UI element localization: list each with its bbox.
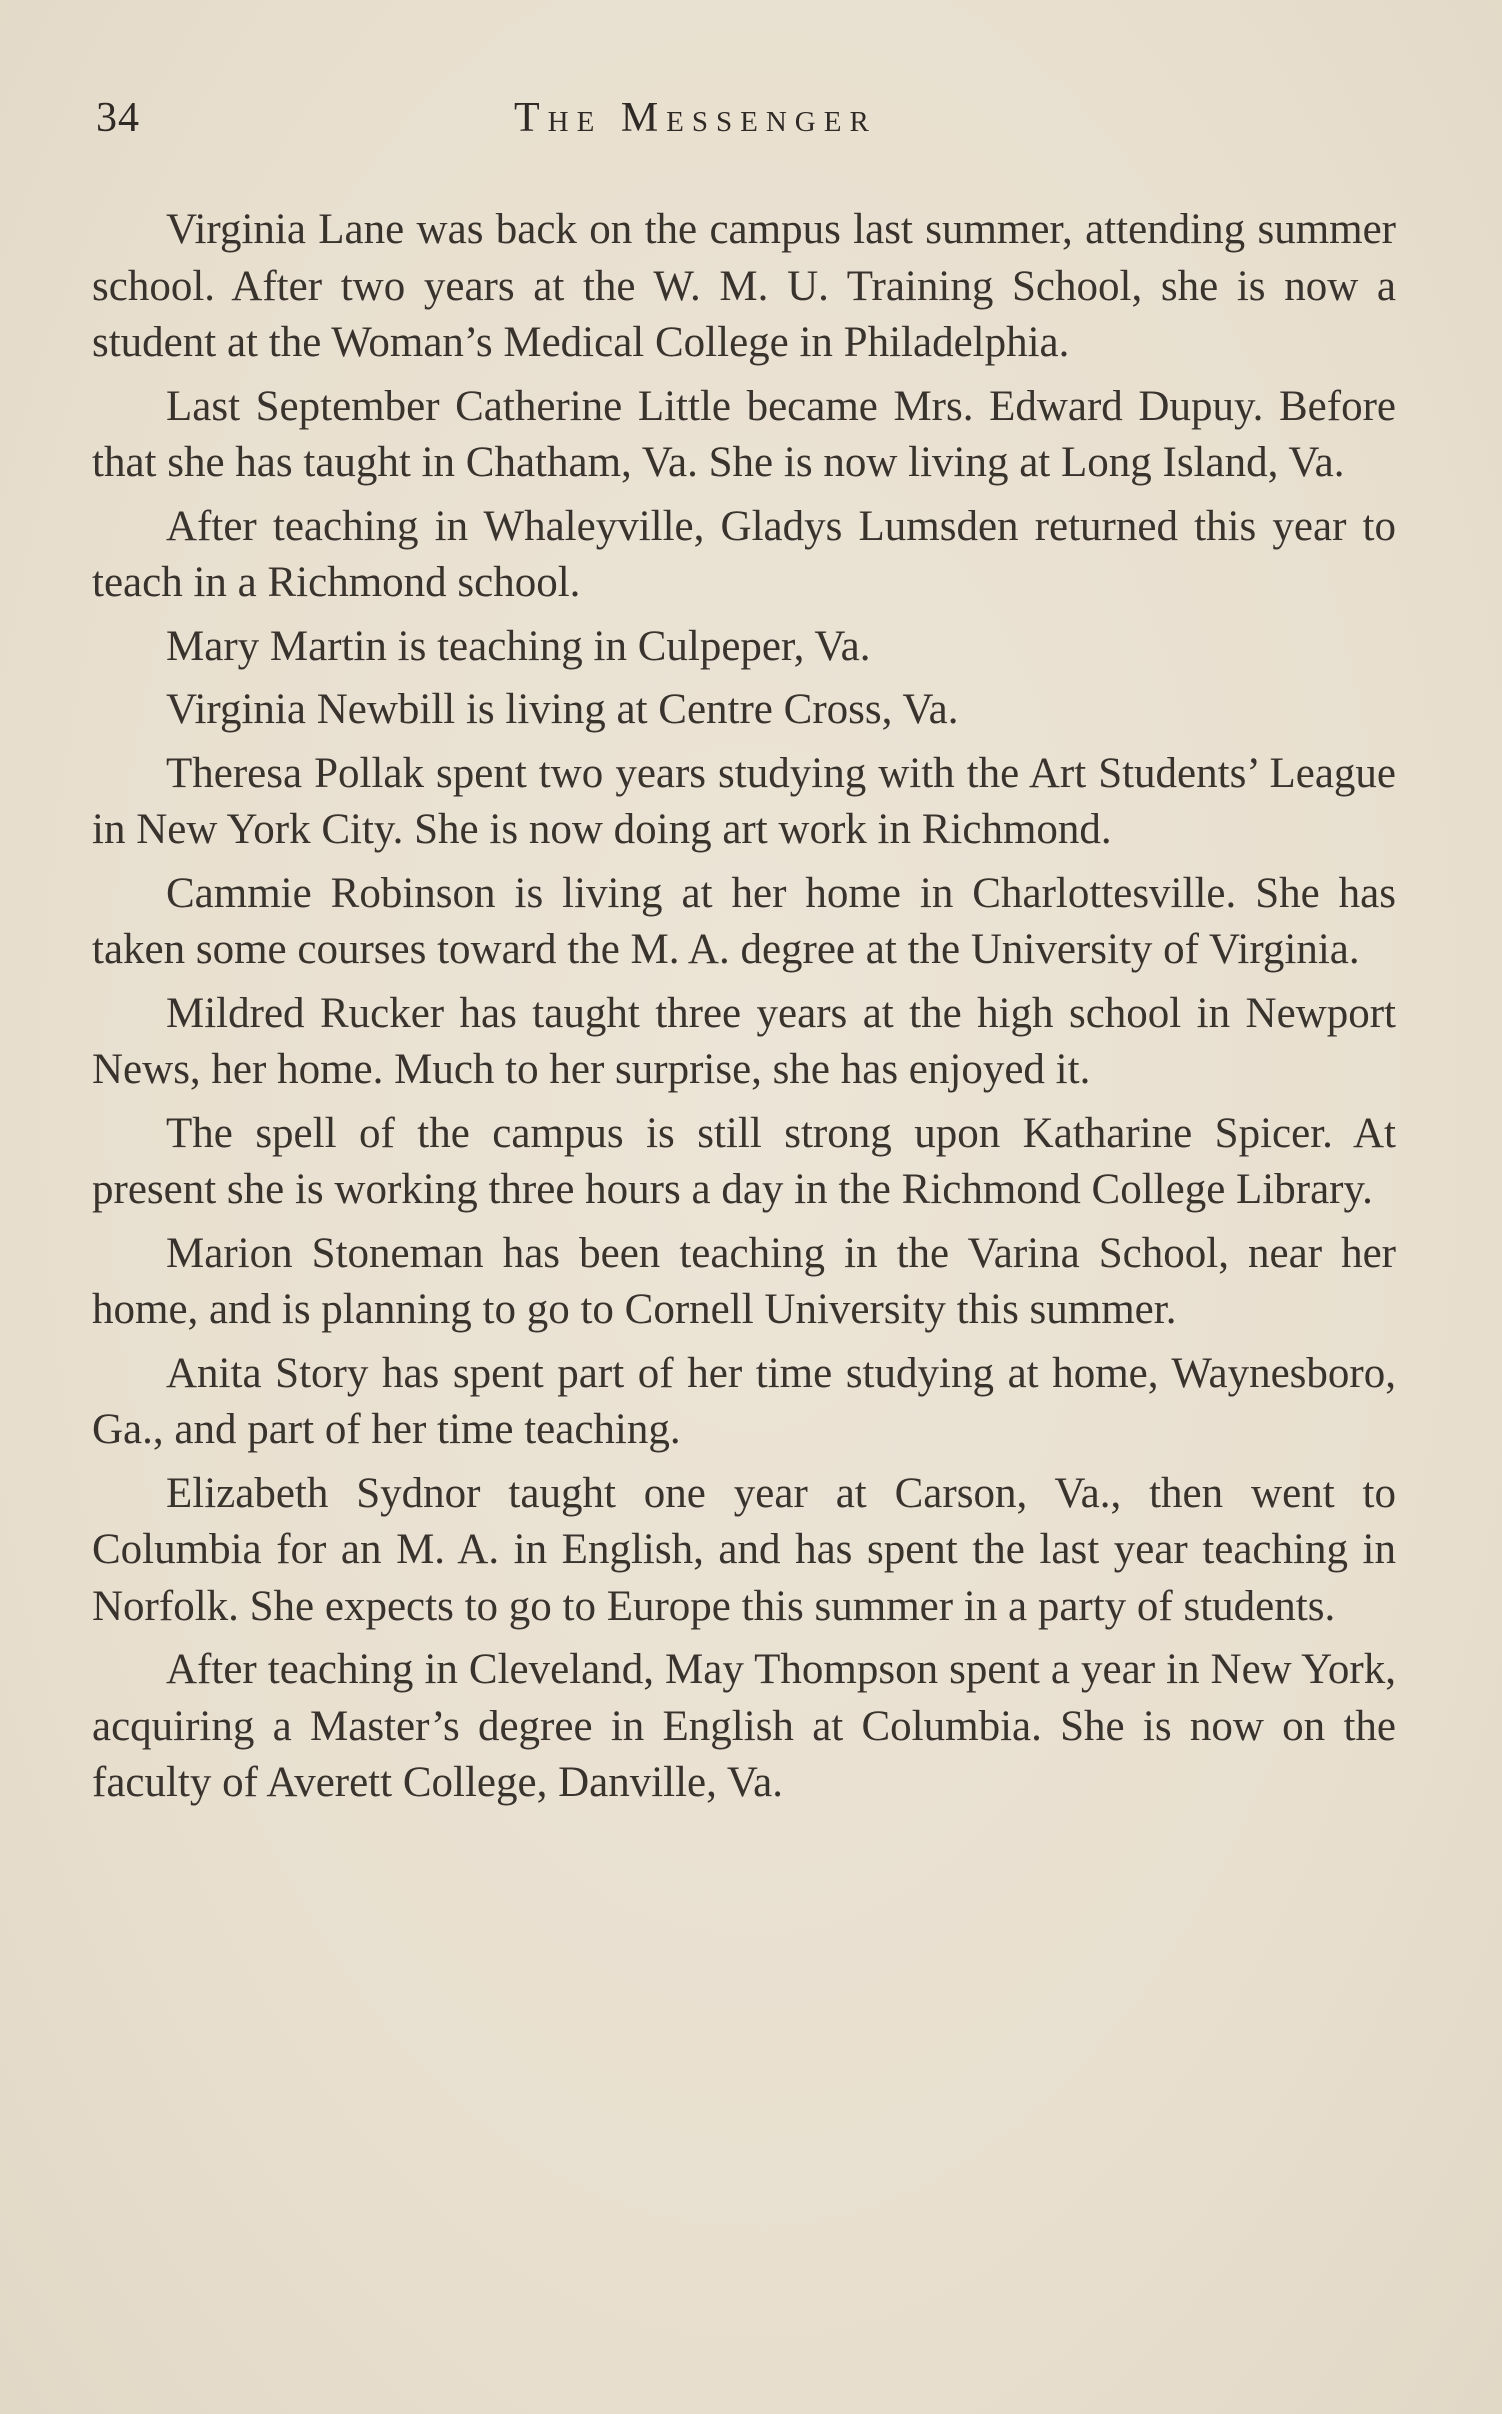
paragraph-virginia-newbill: Virginia Newbill is living at Centre Cross, Va. xyxy=(166,686,959,733)
paragraph-theresa-pollak: Theresa Pollak spent two years studying with the Art Students’ League in New York City. She is now doing art work in Richmond. xyxy=(92,749,1396,853)
paragraph-catherine-little: Last September Catherine Little became Mrs. Edward Dupuy. Before that she has taught in Chatham, Va. She is now living at Long Island, Va. xyxy=(92,382,1396,486)
paragraph-mary-martin: Mary Martin is teaching in Culpeper, Va. xyxy=(166,622,871,670)
paragraph-gladys-lumsden: After teaching in Whaleyville, Gladys Lumsden returned this year to teach in a Richmond school. xyxy=(92,502,1396,606)
paragraph-elizabeth-sydnor: Elizabeth Sydnor taught one year at Carson, Va., then went to Columbia for an M. A. in English, and has spent the last year teaching in Norfolk. She expects to go to Europe this summer in a party of students. xyxy=(92,1469,1396,1630)
paragraph-katharine-spicer: The spell of the campus is still strong upon Katharine Spicer. At present she is working three hours a day in the Richmond College Library. xyxy=(92,1109,1396,1213)
page-number: 34 xyxy=(96,95,140,141)
paragraph-marion-stoneman: Marion Stoneman has been teaching in the Varina School, near her home, and is planning to go to Cornell University this summer. xyxy=(92,1229,1396,1333)
page-header xyxy=(96,88,1396,148)
article-body xyxy=(92,202,1396,1812)
paragraph-cammie-robinson: Cammie Robinson is living at her home in Charlottesville. She has taken some courses toward the M. A. degree at the University of Virginia. xyxy=(92,869,1396,973)
paragraph-mildred-rucker: Mildred Rucker has taught three years at the high school in Newport News, her home. Much to her surprise, she has enjoyed it. xyxy=(92,989,1396,1093)
running-title: The Messenger xyxy=(514,95,877,141)
paragraph-anita-story: Anita Story has spent part of her time studying at home, Waynesboro, Ga., and part of her time teaching. xyxy=(92,1349,1396,1453)
paragraph-may-thompson: After teaching in Cleveland, May Thompson spent a year in New York, acquiring a Master’s degree in English at Columbia. She is now on the faculty of Averett College, Danville, Va. xyxy=(92,1646,1396,1806)
paragraph-virginia-lane: Virginia Lane was back on the campus last summer, attending summer school. After two years at the W. M. U. Training School, she is now a student at the Woman’s Medical College in Philadelphia. xyxy=(92,206,1396,366)
